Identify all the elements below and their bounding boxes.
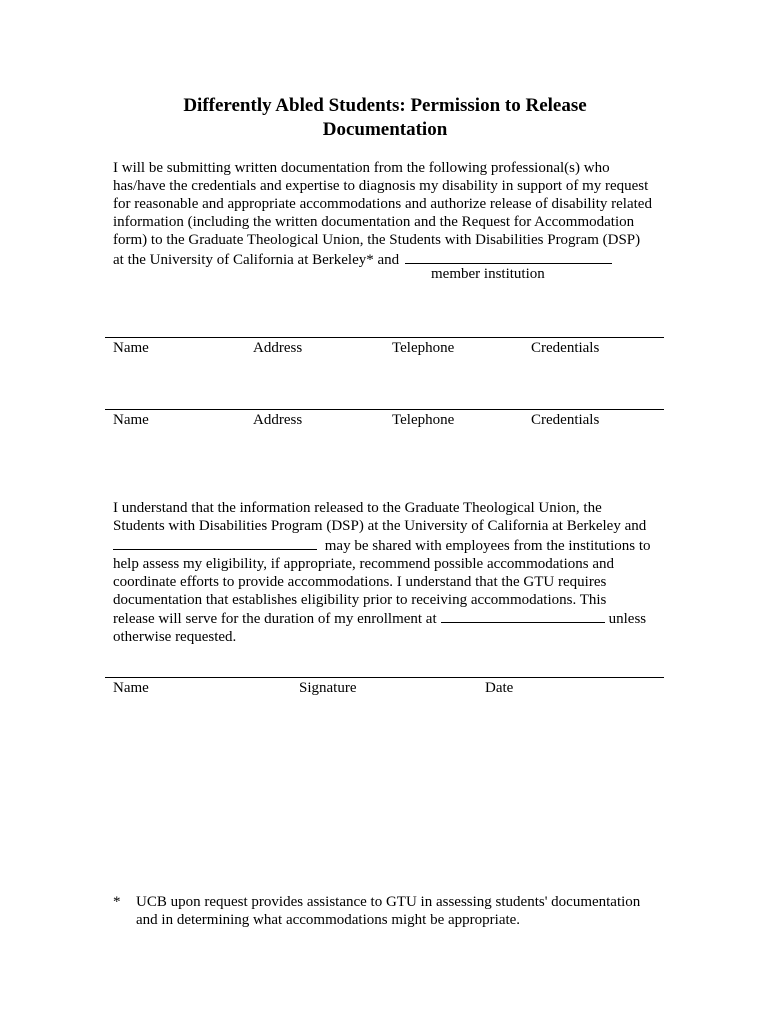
intro-line: form) to the Graduate Theological Union, the Students with Disabilities Program (DSP) [113,231,641,248]
professional-1-credentials-label: Credentials [531,340,600,356]
intro-line: information (including the written documentation and the Request for Accommodation [113,213,635,230]
release-line: coordinate efforts to provide accommodations. I understand that the GTU requires [113,573,607,590]
footnote-line-2: and in determining what accommodations might be appropriate. [136,912,521,928]
member-institution-caption: member institution [431,266,545,282]
title-line-1: Differently Abled Students: Permission to Release [183,95,587,116]
release-paragraph [113,500,673,647]
professional-2-signature-line[interactable] [105,409,664,410]
intro-line-last [113,250,673,270]
student-signature-line[interactable] [105,677,664,678]
release-line: I understand that the information released to the Graduate Theological Union, the [113,500,602,516]
professional-1-name-label: Name [113,340,149,356]
professional-2-name-label: Name [113,412,149,428]
footnote-marker: * [113,894,121,910]
professional-1-telephone-label: Telephone [392,340,455,356]
release-line-text: may be shared with employees from the institutions to [321,537,651,554]
footnote [113,893,673,929]
document-title [100,94,670,142]
footnote-line-1: UCB upon request provides assistance to GTU in assessing students' documentation [136,894,641,910]
professional-2-credentials-label: Credentials [531,412,600,428]
professional-2-address-label: Address [253,412,303,428]
intro-line: for reasonable and appropriate accommodations and authorize release of disability related [113,195,652,212]
intro-line: I will be submitting written documentation from the following professional(s) who [113,160,610,176]
professional-1-signature-line[interactable] [105,337,664,338]
member-institution-blank[interactable] [405,250,612,264]
release-line-text: release will serve for the duration of my enrollment at [113,611,437,628]
intro-line-text: at the University of California at Berkeley* and [113,251,400,268]
student-date-label: Date [485,680,514,696]
release-line: otherwise requested. [113,629,237,646]
professional-1-address-label: Address [253,340,303,356]
release-line [113,609,673,629]
intro-paragraph [113,160,673,269]
student-name-label: Name [113,680,149,696]
release-line: documentation that establishes eligibility prior to receiving accommodations. This [113,591,607,608]
student-signature-label: Signature [299,680,357,696]
release-line: Students with Disabilities Program (DSP) at the University of California at Berkeley and [113,517,647,534]
title-line-2: Documentation [322,119,448,140]
professional-2-telephone-label: Telephone [392,412,455,428]
institution-blank[interactable] [113,536,317,550]
release-line [113,536,673,556]
release-line-text: unless [608,611,647,628]
enrollment-institution-blank[interactable] [441,609,605,623]
release-line: help assess my eligibility, if appropriate, recommend possible accommodations and [113,555,614,572]
intro-line: has/have the credentials and expertise to diagnosis my disability in support of my request [113,177,649,194]
